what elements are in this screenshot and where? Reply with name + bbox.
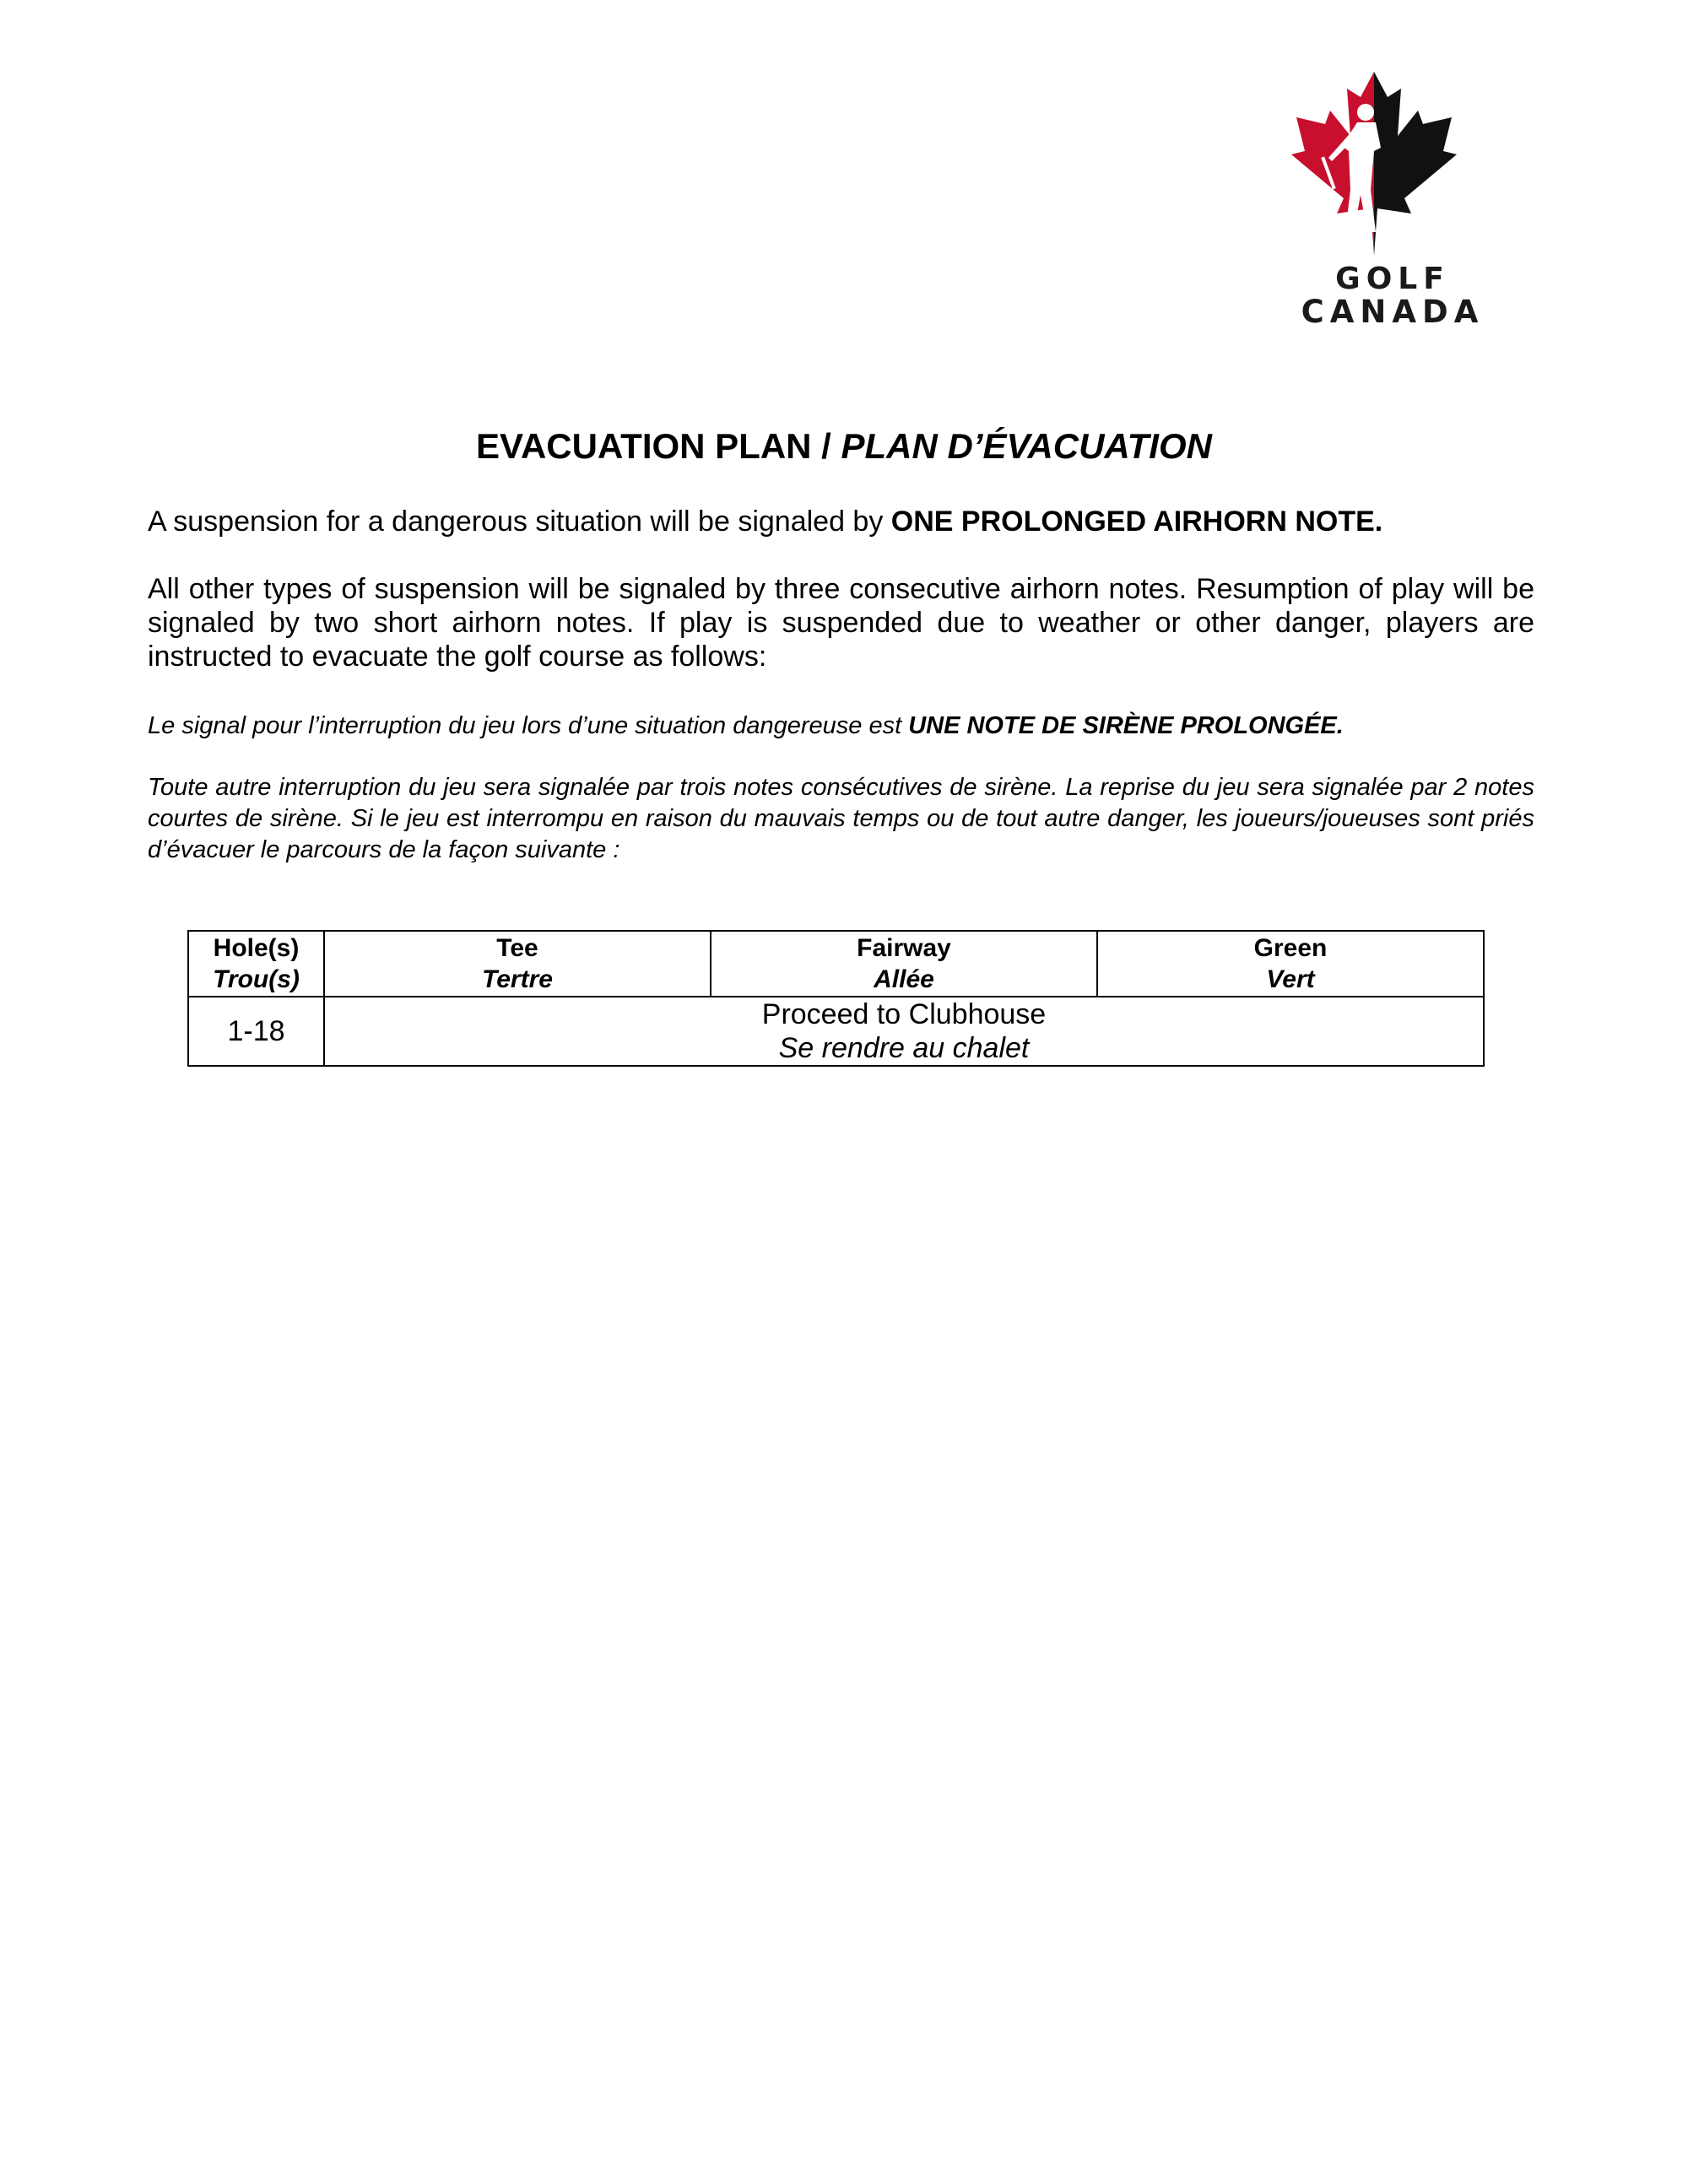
header-tee-en: Tee [496,934,538,962]
page-title [0,426,1688,467]
header-tee-fr: Tertre [482,965,553,993]
french-suspension-paragraph: Toute autre interruption du jeu sera signalée par trois notes consécutives de sirène. La reprise du jeu sera signalée par 2 notes courtes de sirène. Si le jeu est interrompu en raison du mauvais temps ou de tout autre danger, les joueurs/joueuses sont priés d’évacuer le parcours de la façon suivante : [148,774,1534,863]
logo-text-canada: CANADA [1301,294,1485,330]
table-row [188,997,1484,1066]
title-french: PLAN D’ÉVACUATION [841,426,1212,466]
header-holes [188,931,324,997]
title-english: EVACUATION PLAN / [476,426,841,466]
header-green-fr: Vert [1266,965,1315,993]
french-dangerous-signal-text: Le signal pour l’interruption du jeu lors d’une situation dangereuse est [148,712,909,739]
row-instruction-cell [324,997,1484,1066]
evacuation-table [187,930,1485,1067]
instruction-en: Proceed to Clubhouse [761,998,1047,1030]
english-dangerous-signal-paragraph [148,505,1534,538]
english-dangerous-signal-text: A suspension for a dangerous situation will be signaled by [148,505,891,538]
header-fairway-en: Fairway [857,934,951,962]
logo-text-golf: GOLF [1335,262,1450,296]
header-tee [324,931,711,997]
header-fairway [711,931,1097,997]
english-suspension-paragraph: All other types of suspension will be signaled by three consecutive airhorn notes. Resumption of play will be signaled by two short airhorn notes. If play is suspended due to weather or other danger, players are instructed to evacuate the golf course as follows: [148,573,1534,673]
header-green [1097,931,1484,997]
french-dangerous-signal-paragraph [148,711,1534,742]
english-dangerous-signal-bold: ONE PROLONGED AIRHORN NOTE. [890,505,1383,538]
maple-leaf-black-half [1374,72,1457,256]
instruction-fr: Se rendre au chalet [778,1032,1030,1064]
header-holes-en: Hole(s) [213,934,300,962]
golf-canada-logo [1266,63,1519,333]
header-green-en: Green [1253,934,1328,962]
header-fairway-fr: Allée [874,965,934,993]
table-header-row [188,931,1484,997]
french-dangerous-signal-bold: UNE NOTE DE SIRÈNE PROLONGÉE. [908,712,1344,739]
maple-leaf-golfer-icon [1266,63,1519,266]
row-holes-cell: 1-18 [188,997,324,1066]
header-holes-fr: Trou(s) [213,965,300,993]
